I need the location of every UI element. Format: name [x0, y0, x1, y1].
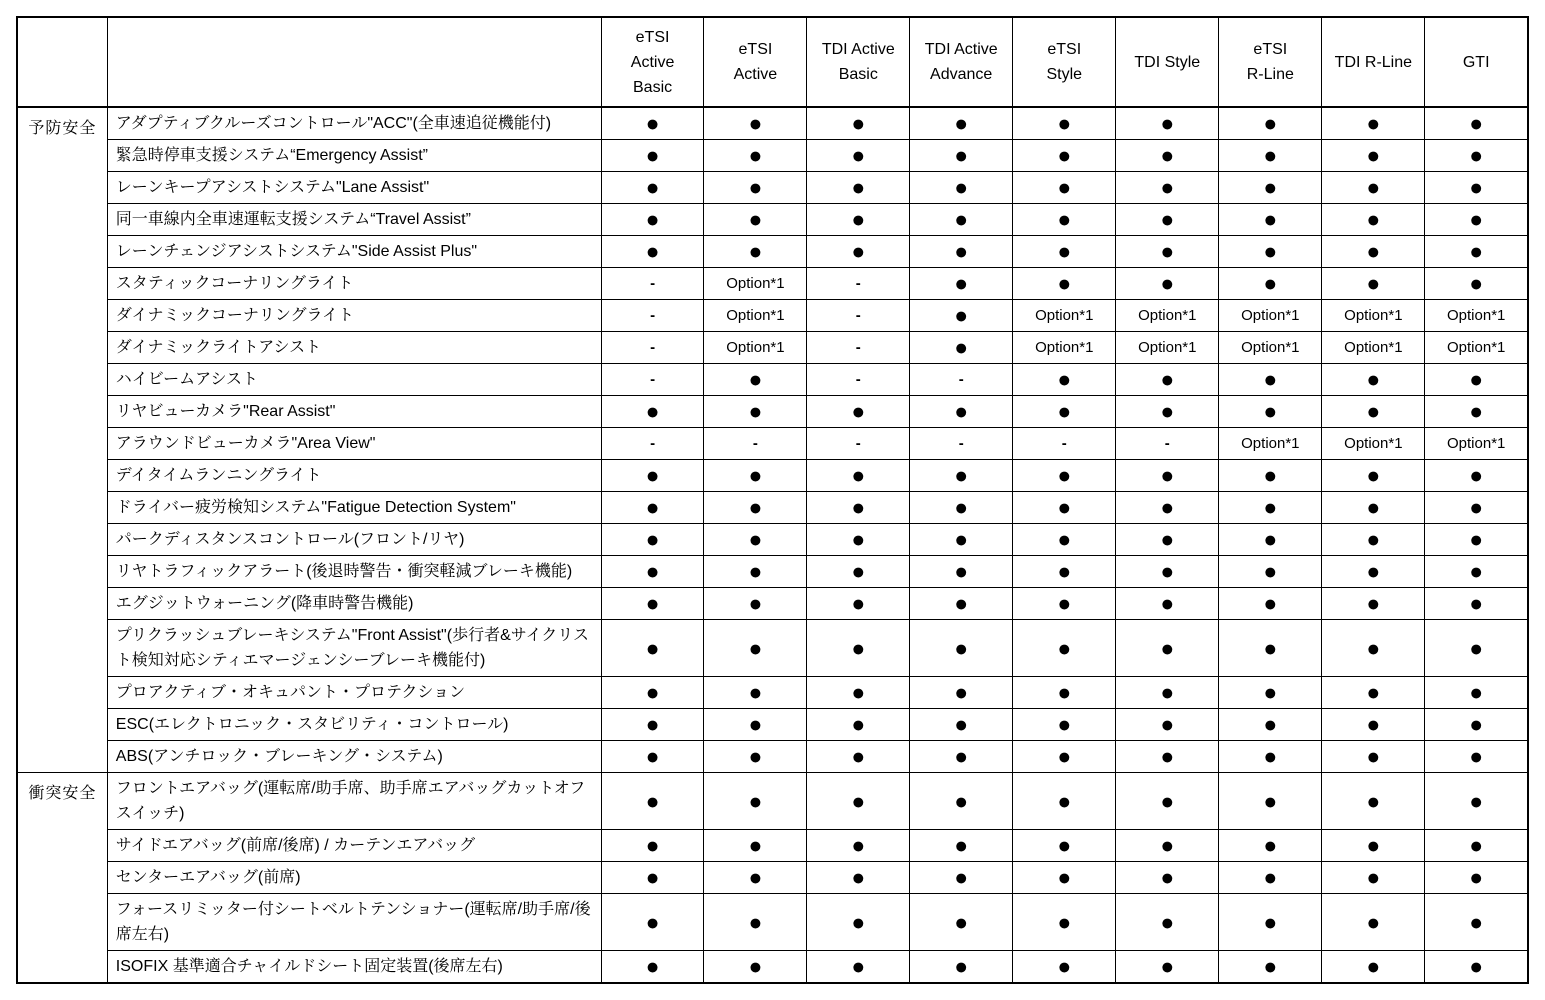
option-value: Option*1: [1322, 300, 1425, 332]
standard-equipment-dot: ●: [601, 894, 704, 951]
standard-equipment-dot: ●: [704, 620, 807, 677]
standard-equipment-dot: ●: [1322, 556, 1425, 588]
standard-equipment-dot: ●: [1425, 140, 1528, 172]
option-value: Option*1: [704, 300, 807, 332]
standard-equipment-dot: ●: [1116, 894, 1219, 951]
not-available-dash: -: [910, 428, 1013, 460]
standard-equipment-dot: ●: [1116, 364, 1219, 396]
standard-equipment-dot: ●: [1116, 588, 1219, 620]
standard-equipment-dot: ●: [910, 951, 1013, 984]
standard-equipment-dot: ●: [910, 556, 1013, 588]
standard-equipment-dot: ●: [1013, 894, 1116, 951]
standard-equipment-dot: ●: [601, 620, 704, 677]
standard-equipment-dot: ●: [910, 396, 1013, 428]
standard-equipment-dot: ●: [1219, 894, 1322, 951]
table-body: [17, 107, 1528, 983]
standard-equipment-dot: ●: [601, 709, 704, 741]
table-row: [17, 951, 1528, 984]
standard-equipment-dot: ●: [807, 588, 910, 620]
column-header-etsi-r-line: eTSI R-Line: [1219, 17, 1322, 107]
feature-name: リヤビューカメラ"Rear Assist": [107, 396, 601, 428]
standard-equipment-dot: ●: [1425, 172, 1528, 204]
standard-equipment-dot: ●: [1116, 268, 1219, 300]
standard-equipment-dot: ●: [1425, 396, 1528, 428]
standard-equipment-dot: ●: [1116, 620, 1219, 677]
standard-equipment-dot: ●: [1116, 556, 1219, 588]
table-row: [17, 709, 1528, 741]
standard-equipment-dot: ●: [1219, 364, 1322, 396]
corner-cell-feature: [107, 17, 601, 107]
feature-name: ABS(アンチロック・ブレーキング・システム): [107, 741, 601, 773]
standard-equipment-dot: ●: [1322, 741, 1425, 773]
standard-equipment-dot: ●: [704, 588, 807, 620]
table-row: [17, 588, 1528, 620]
standard-equipment-dot: ●: [1116, 951, 1219, 984]
not-available-dash: -: [807, 332, 910, 364]
not-available-dash: -: [601, 332, 704, 364]
corner-cell-category: [17, 17, 107, 107]
feature-name: フロントエアバッグ(運転席/助手席、助手席エアバッグカットオフスイッチ): [107, 773, 601, 830]
not-available-dash: -: [601, 268, 704, 300]
standard-equipment-dot: ●: [601, 741, 704, 773]
option-value: Option*1: [1322, 332, 1425, 364]
standard-equipment-dot: ●: [807, 236, 910, 268]
standard-equipment-dot: ●: [1425, 741, 1528, 773]
table-row: [17, 773, 1528, 830]
standard-equipment-dot: ●: [1425, 364, 1528, 396]
standard-equipment-dot: ●: [704, 677, 807, 709]
feature-name: ドライバー疲労検知システム"Fatigue Detection System": [107, 492, 601, 524]
standard-equipment-dot: ●: [1322, 140, 1425, 172]
standard-equipment-dot: ●: [1116, 773, 1219, 830]
standard-equipment-dot: ●: [1013, 709, 1116, 741]
table-row: [17, 460, 1528, 492]
feature-name: ESC(エレクトロニック・スタビリティ・コントロール): [107, 709, 601, 741]
standard-equipment-dot: ●: [807, 951, 910, 984]
standard-equipment-dot: ●: [601, 172, 704, 204]
standard-equipment-dot: ●: [1322, 951, 1425, 984]
standard-equipment-dot: ●: [1219, 107, 1322, 140]
standard-equipment-dot: ●: [1116, 460, 1219, 492]
standard-equipment-dot: ●: [601, 204, 704, 236]
standard-equipment-dot: ●: [1013, 107, 1116, 140]
standard-equipment-dot: ●: [1425, 951, 1528, 984]
table-row: [17, 428, 1528, 460]
feature-name: レーンキープアシストシステム"Lane Assist": [107, 172, 601, 204]
table-row: [17, 556, 1528, 588]
standard-equipment-dot: ●: [1219, 951, 1322, 984]
standard-equipment-dot: ●: [1116, 140, 1219, 172]
standard-equipment-dot: ●: [704, 460, 807, 492]
standard-equipment-dot: ●: [807, 830, 910, 862]
standard-equipment-dot: ●: [601, 236, 704, 268]
standard-equipment-dot: ●: [1013, 492, 1116, 524]
not-available-dash: -: [807, 428, 910, 460]
standard-equipment-dot: ●: [1219, 492, 1322, 524]
standard-equipment-dot: ●: [910, 894, 1013, 951]
standard-equipment-dot: ●: [601, 951, 704, 984]
standard-equipment-dot: ●: [1425, 107, 1528, 140]
feature-name: センターエアバッグ(前席): [107, 862, 601, 894]
standard-equipment-dot: ●: [910, 460, 1013, 492]
not-available-dash: -: [704, 428, 807, 460]
standard-equipment-dot: ●: [910, 830, 1013, 862]
standard-equipment-dot: ●: [1219, 236, 1322, 268]
standard-equipment-dot: ●: [1013, 677, 1116, 709]
standard-equipment-dot: ●: [1013, 830, 1116, 862]
feature-name: 緊急時停車支援システム“Emergency Assist”: [107, 140, 601, 172]
standard-equipment-dot: ●: [1322, 620, 1425, 677]
standard-equipment-dot: ●: [1322, 588, 1425, 620]
standard-equipment-dot: ●: [704, 396, 807, 428]
standard-equipment-dot: ●: [1425, 773, 1528, 830]
standard-equipment-dot: ●: [704, 236, 807, 268]
standard-equipment-dot: ●: [807, 172, 910, 204]
standard-equipment-dot: ●: [1322, 524, 1425, 556]
standard-equipment-dot: ●: [910, 204, 1013, 236]
standard-equipment-dot: ●: [1425, 588, 1528, 620]
standard-equipment-dot: ●: [807, 709, 910, 741]
standard-equipment-dot: ●: [704, 773, 807, 830]
table-row: [17, 172, 1528, 204]
standard-equipment-dot: ●: [807, 396, 910, 428]
standard-equipment-dot: ●: [601, 396, 704, 428]
standard-equipment-dot: ●: [1013, 140, 1116, 172]
standard-equipment-dot: ●: [807, 107, 910, 140]
standard-equipment-dot: ●: [1116, 524, 1219, 556]
feature-name: リヤトラフィックアラート(後退時警告・衝突軽減ブレーキ機能): [107, 556, 601, 588]
feature-name: フォースリミッター付シートベルトテンショナー(運転席/助手席/後席左右): [107, 894, 601, 951]
column-header-gti: GTI: [1425, 17, 1528, 107]
standard-equipment-dot: ●: [704, 951, 807, 984]
feature-name: ハイビームアシスト: [107, 364, 601, 396]
option-value: Option*1: [704, 332, 807, 364]
standard-equipment-dot: ●: [1116, 204, 1219, 236]
standard-equipment-dot: ●: [910, 862, 1013, 894]
table-row: [17, 677, 1528, 709]
feature-name: エグジットウォーニング(降車時警告機能): [107, 588, 601, 620]
standard-equipment-dot: ●: [1322, 709, 1425, 741]
standard-equipment-dot: ●: [1425, 460, 1528, 492]
standard-equipment-dot: ●: [807, 620, 910, 677]
not-available-dash: -: [601, 364, 704, 396]
feature-name: プロアクティブ・オキュパント・プロテクション: [107, 677, 601, 709]
standard-equipment-dot: ●: [1013, 556, 1116, 588]
standard-equipment-dot: ●: [1425, 894, 1528, 951]
standard-equipment-dot: ●: [1116, 172, 1219, 204]
table-row: [17, 300, 1528, 332]
standard-equipment-dot: ●: [601, 460, 704, 492]
table-row: [17, 741, 1528, 773]
standard-equipment-dot: ●: [704, 556, 807, 588]
standard-equipment-dot: ●: [1219, 556, 1322, 588]
standard-equipment-dot: ●: [601, 556, 704, 588]
table-row: [17, 236, 1528, 268]
not-available-dash: -: [807, 300, 910, 332]
not-available-dash: -: [1013, 428, 1116, 460]
standard-equipment-dot: ●: [1425, 830, 1528, 862]
standard-equipment-dot: ●: [1219, 396, 1322, 428]
option-value: Option*1: [1425, 300, 1528, 332]
standard-equipment-dot: ●: [1013, 172, 1116, 204]
standard-equipment-dot: ●: [1322, 204, 1425, 236]
option-value: Option*1: [1013, 332, 1116, 364]
standard-equipment-dot: ●: [1425, 236, 1528, 268]
option-value: Option*1: [1116, 332, 1219, 364]
standard-equipment-dot: ●: [1425, 524, 1528, 556]
table-row: [17, 332, 1528, 364]
standard-equipment-dot: ●: [910, 741, 1013, 773]
feature-name: パークディスタンスコントロール(フロント/リヤ): [107, 524, 601, 556]
table-row: [17, 492, 1528, 524]
standard-equipment-dot: ●: [601, 773, 704, 830]
standard-equipment-dot: ●: [1219, 830, 1322, 862]
table-row: [17, 204, 1528, 236]
standard-equipment-dot: ●: [1013, 396, 1116, 428]
standard-equipment-dot: ●: [1219, 204, 1322, 236]
column-header-tdi-active-advance: TDI Active Advance: [910, 17, 1013, 107]
table-row: [17, 862, 1528, 894]
standard-equipment-dot: ●: [807, 460, 910, 492]
feature-name: アラウンドビューカメラ"Area View": [107, 428, 601, 460]
standard-equipment-dot: ●: [1425, 862, 1528, 894]
standard-equipment-dot: ●: [704, 364, 807, 396]
standard-equipment-dot: ●: [1322, 268, 1425, 300]
standard-equipment-dot: ●: [910, 620, 1013, 677]
standard-equipment-dot: ●: [704, 140, 807, 172]
option-value: Option*1: [1219, 332, 1322, 364]
standard-equipment-dot: ●: [1013, 588, 1116, 620]
standard-equipment-dot: ●: [807, 524, 910, 556]
standard-equipment-dot: ●: [1322, 396, 1425, 428]
table-row: [17, 107, 1528, 140]
standard-equipment-dot: ●: [807, 773, 910, 830]
column-header-etsi-active: eTSI Active: [704, 17, 807, 107]
table-row: [17, 620, 1528, 677]
standard-equipment-dot: ●: [1013, 268, 1116, 300]
table-row: [17, 524, 1528, 556]
feature-name: ダイナミックコーナリングライト: [107, 300, 601, 332]
standard-equipment-dot: ●: [910, 300, 1013, 332]
table-row: [17, 268, 1528, 300]
standard-equipment-dot: ●: [1013, 236, 1116, 268]
feature-name: ISOFIX 基準適合チャイルドシート固定装置(後席左右): [107, 951, 601, 984]
standard-equipment-dot: ●: [704, 830, 807, 862]
feature-name: デイタイムランニングライト: [107, 460, 601, 492]
column-header-etsi-active-basic: eTSI Active Basic: [601, 17, 704, 107]
option-value: Option*1: [704, 268, 807, 300]
feature-name: プリクラッシュブレーキシステム"Front Assist"(歩行者&サイクリスト検知対応シティエマージェンシーブレーキ機能付): [107, 620, 601, 677]
column-header-tdi-style: TDI Style: [1116, 17, 1219, 107]
standard-equipment-dot: ●: [1425, 268, 1528, 300]
table-row: [17, 140, 1528, 172]
standard-equipment-dot: ●: [1116, 709, 1219, 741]
standard-equipment-dot: ●: [1013, 364, 1116, 396]
standard-equipment-dot: ●: [1116, 236, 1219, 268]
standard-equipment-dot: ●: [601, 588, 704, 620]
standard-equipment-dot: ●: [704, 524, 807, 556]
option-value: Option*1: [1219, 300, 1322, 332]
not-available-dash: -: [807, 268, 910, 300]
standard-equipment-dot: ●: [1425, 556, 1528, 588]
standard-equipment-dot: ●: [1013, 773, 1116, 830]
option-value: Option*1: [1322, 428, 1425, 460]
standard-equipment-dot: ●: [601, 677, 704, 709]
standard-equipment-dot: ●: [1013, 951, 1116, 984]
column-header-tdi-active-basic: TDI Active Basic: [807, 17, 910, 107]
standard-equipment-dot: ●: [807, 556, 910, 588]
standard-equipment-dot: ●: [1219, 773, 1322, 830]
standard-equipment-dot: ●: [1219, 862, 1322, 894]
standard-equipment-dot: ●: [1425, 709, 1528, 741]
not-available-dash: -: [601, 300, 704, 332]
standard-equipment-dot: ●: [704, 894, 807, 951]
standard-equipment-dot: ●: [1322, 830, 1425, 862]
standard-equipment-dot: ●: [1219, 268, 1322, 300]
standard-equipment-dot: ●: [1013, 741, 1116, 773]
standard-equipment-dot: ●: [910, 140, 1013, 172]
standard-equipment-dot: ●: [807, 894, 910, 951]
standard-equipment-dot: ●: [704, 204, 807, 236]
standard-equipment-dot: ●: [1322, 172, 1425, 204]
standard-equipment-dot: ●: [704, 862, 807, 894]
standard-equipment-dot: ●: [1116, 741, 1219, 773]
standard-equipment-dot: ●: [910, 332, 1013, 364]
standard-equipment-dot: ●: [1425, 677, 1528, 709]
standard-equipment-dot: ●: [1322, 773, 1425, 830]
standard-equipment-dot: ●: [807, 140, 910, 172]
standard-equipment-dot: ●: [704, 741, 807, 773]
standard-equipment-dot: ●: [1219, 741, 1322, 773]
not-available-dash: -: [910, 364, 1013, 396]
standard-equipment-dot: ●: [1219, 172, 1322, 204]
standard-equipment-dot: ●: [1013, 862, 1116, 894]
standard-equipment-dot: ●: [910, 588, 1013, 620]
standard-equipment-dot: ●: [910, 677, 1013, 709]
standard-equipment-dot: ●: [1219, 677, 1322, 709]
standard-equipment-dot: ●: [1219, 524, 1322, 556]
standard-equipment-dot: ●: [910, 172, 1013, 204]
standard-equipment-dot: ●: [1013, 620, 1116, 677]
option-value: Option*1: [1219, 428, 1322, 460]
standard-equipment-dot: ●: [1116, 492, 1219, 524]
feature-name: 同一車線内全車速運転支援システム“Travel Assist”: [107, 204, 601, 236]
option-value: Option*1: [1116, 300, 1219, 332]
not-available-dash: -: [1116, 428, 1219, 460]
standard-equipment-dot: ●: [910, 709, 1013, 741]
standard-equipment-dot: ●: [1116, 396, 1219, 428]
standard-equipment-dot: ●: [1425, 204, 1528, 236]
not-available-dash: -: [807, 364, 910, 396]
equipment-spec-table: [16, 16, 1529, 984]
option-value: Option*1: [1013, 300, 1116, 332]
standard-equipment-dot: ●: [910, 268, 1013, 300]
standard-equipment-dot: ●: [1219, 620, 1322, 677]
standard-equipment-dot: ●: [1219, 460, 1322, 492]
standard-equipment-dot: ●: [1322, 460, 1425, 492]
standard-equipment-dot: ●: [1322, 894, 1425, 951]
standard-equipment-dot: ●: [807, 204, 910, 236]
standard-equipment-dot: ●: [1322, 107, 1425, 140]
standard-equipment-dot: ●: [1013, 204, 1116, 236]
standard-equipment-dot: ●: [601, 140, 704, 172]
standard-equipment-dot: ●: [807, 862, 910, 894]
standard-equipment-dot: ●: [1322, 862, 1425, 894]
standard-equipment-dot: ●: [910, 107, 1013, 140]
standard-equipment-dot: ●: [1219, 709, 1322, 741]
feature-name: サイドエアバッグ(前席/後席) / カーテンエアバッグ: [107, 830, 601, 862]
standard-equipment-dot: ●: [1425, 620, 1528, 677]
standard-equipment-dot: ●: [1116, 107, 1219, 140]
standard-equipment-dot: ●: [1116, 862, 1219, 894]
standard-equipment-dot: ●: [807, 741, 910, 773]
standard-equipment-dot: ●: [704, 107, 807, 140]
header-row: [17, 17, 1528, 107]
standard-equipment-dot: ●: [704, 709, 807, 741]
standard-equipment-dot: ●: [601, 830, 704, 862]
standard-equipment-dot: ●: [601, 107, 704, 140]
standard-equipment-dot: ●: [910, 524, 1013, 556]
option-value: Option*1: [1425, 332, 1528, 364]
standard-equipment-dot: ●: [1219, 588, 1322, 620]
column-header-tdi-r-line: TDI R-Line: [1322, 17, 1425, 107]
standard-equipment-dot: ●: [601, 862, 704, 894]
standard-equipment-dot: ●: [910, 236, 1013, 268]
standard-equipment-dot: ●: [1116, 830, 1219, 862]
standard-equipment-dot: ●: [807, 492, 910, 524]
feature-name: ダイナミックライトアシスト: [107, 332, 601, 364]
table-row: [17, 830, 1528, 862]
not-available-dash: -: [601, 428, 704, 460]
feature-name: アダプティブクルーズコントロール"ACC"(全車速追従機能付): [107, 107, 601, 140]
table-row: [17, 396, 1528, 428]
standard-equipment-dot: ●: [910, 492, 1013, 524]
standard-equipment-dot: ●: [807, 677, 910, 709]
feature-name: レーンチェンジアシストシステム"Side Assist Plus": [107, 236, 601, 268]
standard-equipment-dot: ●: [1116, 677, 1219, 709]
table-row: [17, 894, 1528, 951]
standard-equipment-dot: ●: [1219, 140, 1322, 172]
category-cell: 予防安全: [17, 107, 107, 773]
standard-equipment-dot: ●: [1425, 492, 1528, 524]
standard-equipment-dot: ●: [601, 524, 704, 556]
standard-equipment-dot: ●: [1322, 677, 1425, 709]
category-cell: 衝突安全: [17, 773, 107, 984]
standard-equipment-dot: ●: [601, 492, 704, 524]
standard-equipment-dot: ●: [1322, 364, 1425, 396]
feature-name: スタティックコーナリングライト: [107, 268, 601, 300]
table-row: [17, 364, 1528, 396]
standard-equipment-dot: ●: [1322, 236, 1425, 268]
standard-equipment-dot: ●: [704, 172, 807, 204]
column-header-etsi-style: eTSI Style: [1013, 17, 1116, 107]
option-value: Option*1: [1425, 428, 1528, 460]
standard-equipment-dot: ●: [910, 773, 1013, 830]
table-header: [17, 17, 1528, 107]
standard-equipment-dot: ●: [1322, 492, 1425, 524]
standard-equipment-dot: ●: [704, 492, 807, 524]
standard-equipment-dot: ●: [1013, 524, 1116, 556]
standard-equipment-dot: ●: [1013, 460, 1116, 492]
